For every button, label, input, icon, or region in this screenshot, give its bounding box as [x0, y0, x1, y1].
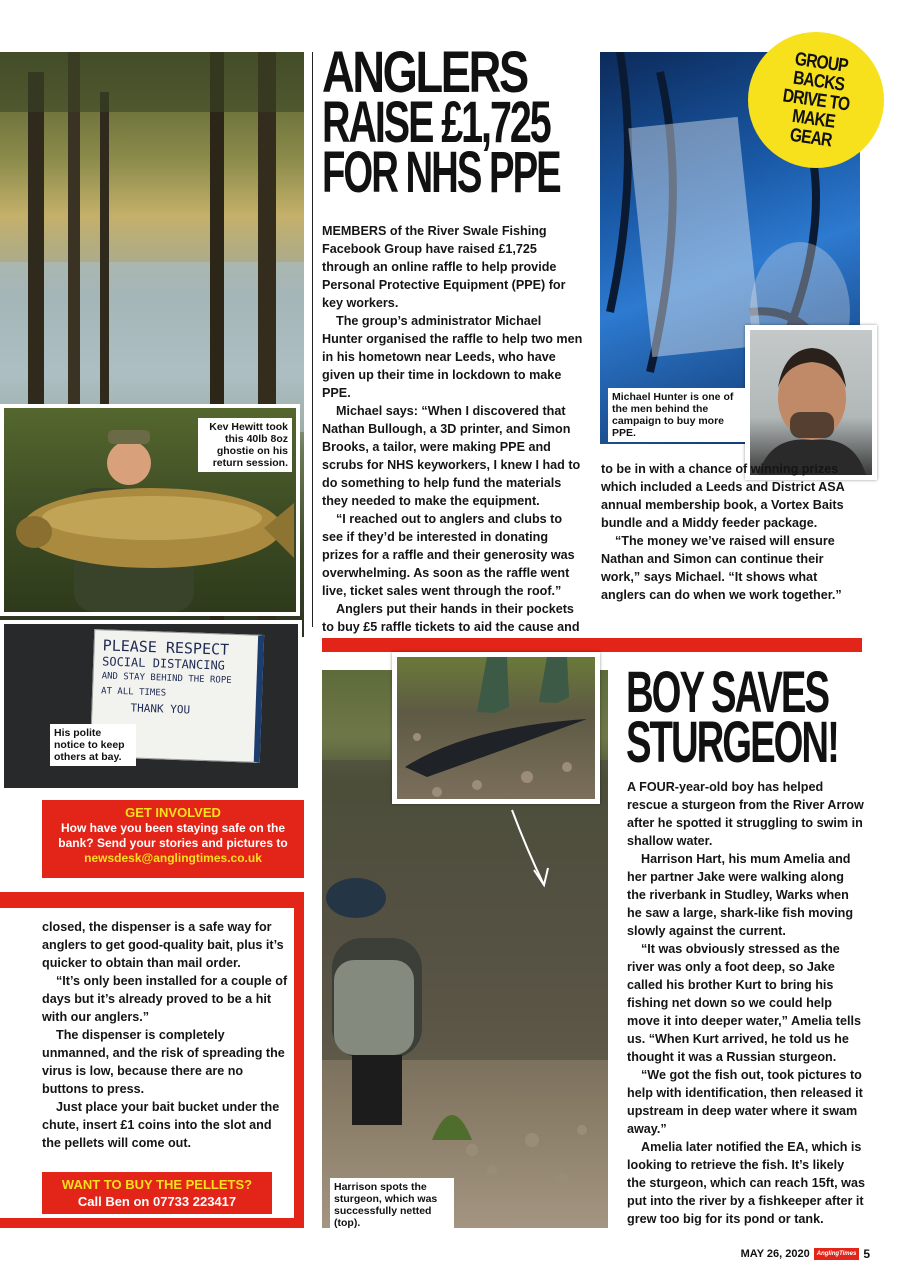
page-number: 5	[863, 1247, 870, 1261]
sturgeon-netted-photo	[392, 652, 600, 804]
paragraph: The group’s administrator Michael Hunter organised the raffle to help two men in his hometown near Leeds, who have given up their time in lockdown to make PPE.	[322, 314, 583, 400]
article2-headline	[626, 660, 866, 775]
article2-body	[627, 778, 865, 1228]
paragraph: Just place your bait bucket under the chute, insert £1 coins into the slot and the pellets will come out.	[42, 1100, 280, 1150]
carp-photo-caption: Kev Hewitt took this 40lb 8oz ghostie on his return session.	[198, 418, 292, 472]
angling-times-logo: AnglingTimes	[814, 1248, 860, 1260]
paragraph: Anglers put their hands in their pockets to buy £5 raffle tickets to aid the cause and	[322, 602, 580, 634]
get-involved-box	[42, 800, 304, 878]
sign-photo-caption: His polite notice to keep others at bay.	[50, 724, 136, 766]
headline-line: FOR NHS PPE	[322, 140, 560, 205]
sturgeon-photo-caption: Harrison spots the sturgeon, which was successfully netted (top).	[330, 1178, 454, 1232]
sign-line: SOCIAL DISTANCING	[101, 654, 226, 673]
issue-date: MAY 26, 2020	[740, 1248, 810, 1260]
headline-line: ANGLERS	[322, 40, 527, 105]
sign-line: AND STAY BEHIND THE ROPE	[101, 671, 232, 686]
paragraph: to be in with a chance of winning prizes which included a Leeds and District ASA annual membership book, a Vortex Baits bundle and a Middy feeder package.	[601, 462, 845, 530]
article-separator	[322, 638, 862, 652]
red-bar-top	[0, 892, 304, 908]
michael-hunter-portrait	[745, 325, 877, 480]
dispenser-story-text	[42, 918, 292, 1152]
get-involved-email[interactable]: newsdesk@anglingtimes.co.uk	[84, 851, 262, 865]
paragraph: “It’s only been installed for a couple of days but it’s already proved to be a hit with our anglers.”	[42, 974, 288, 1024]
paragraph: A FOUR-year-old boy has helped rescue a sturgeon from the River Arrow after he spotted it struggling to swim in shallow water.	[627, 780, 864, 848]
michael-photo-caption: Michael Hunter is one of the men behind the campaign to buy more PPE.	[608, 388, 746, 442]
sign-line: AT ALL TIMES	[100, 686, 167, 699]
headline-line: RAISE £1,725	[322, 90, 550, 155]
pellets-phone[interactable]: Call Ben on 07733 223417	[77, 1194, 237, 1209]
page-footer	[700, 1246, 870, 1262]
paragraph: “It was obviously stressed as the river was only a foot deep, so Jake called his brother Kurt to bring his fishing net down so we could help move it into deeper water,” Amelia tells us. “When Kurt arrived, he told us he thought it was a Russian sturgeon.	[627, 942, 861, 1064]
paragraph: Michael says: “When I discovered that Nathan Bullough, a 3D printer, and Simon Brooks, a tailor, were making PPE and scrubs for NHS keyworkers, I knew I had to do something to help fund the materials they needed to make the equipment.	[322, 404, 581, 508]
article1-continued	[601, 460, 863, 604]
article1-body	[322, 222, 584, 636]
sign-line: PLEASE RESPECT	[102, 636, 230, 659]
paragraph: “The money we’ve raised will ensure Nathan and Simon can continue their work,” says Michael. “It shows what anglers can do when we work together.”	[601, 534, 842, 602]
paragraph: MEMBERS of the River Swale Fishing Facebook Group have raised £1,725 through an online raffle to help provide Personal Protective Equipment (PPE) for key workers.	[322, 224, 566, 310]
article1-headline	[322, 40, 582, 205]
get-involved-line: How have you been staying safe on the	[60, 821, 286, 835]
paragraph: Harrison Hart, his mum Amelia and her partner Jake were walking along the riverbank in Studley, Warks when he saw a large, shark-like fish moving slowly against the current.	[627, 852, 854, 938]
headline-line: BOY SAVES	[626, 660, 829, 725]
pellets-title: WANT TO BUY THE PELLETS?	[61, 1177, 253, 1192]
paragraph: closed, the dispenser is a safe way for anglers to get good-quality bait, plus it’s quicker to obtain than mail order.	[42, 920, 284, 970]
pellets-box	[42, 1172, 272, 1214]
paragraph: “We got the fish out, took pictures to help with identification, then released it upstream in deep water where it swam away.”	[627, 1068, 863, 1136]
group-backs-badge	[748, 32, 884, 168]
get-involved-title: GET INVOLVED	[125, 805, 221, 820]
sign-line: THANK YOU	[130, 701, 191, 717]
paragraph: “I reached out to anglers and clubs to see if they’d be interested in donating prizes for a raffle and their generosity was overwhelming. As soon as the raffle went live, ticket sales went through the roof.”	[322, 512, 575, 598]
headline-line: STURGEON!	[626, 710, 838, 775]
column-divider	[312, 52, 313, 627]
badge-text: GROUP BACKS DRIVE TO MAKE GEAR	[781, 48, 851, 151]
social-distancing-sign-photo	[0, 620, 302, 792]
get-involved-line: bank? Send your stories and pictures to	[58, 836, 288, 850]
paragraph: The dispenser is completely unmanned, and the risk of spreading the virus is low, because there are no buttons to press.	[42, 1028, 285, 1096]
paragraph: Amelia later notified the EA, which is looking to retrieve the fish. It’s likely the sturgeon, which can reach 15ft, was put into the river by a fishkeeper after it grew too big for its pond or tank.	[627, 1140, 865, 1226]
